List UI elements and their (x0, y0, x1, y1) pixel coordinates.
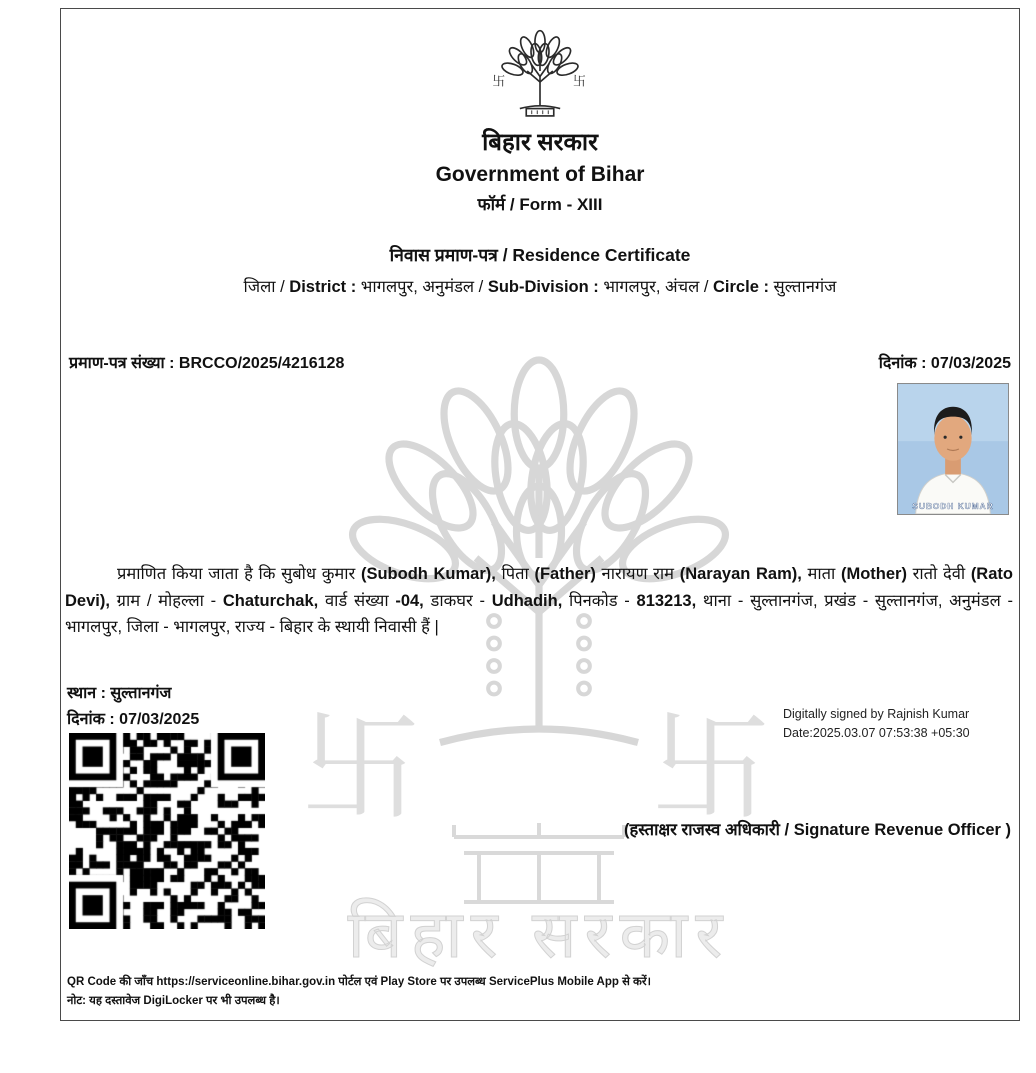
watermark-text: बिहार सरकार (347, 897, 731, 971)
org-name-hindi: बिहार सरकार (482, 129, 598, 156)
body-seg: थाना - सुल्तानगंज, प्रखंड - सुल्तानगंज, अनुमंडल - भागलपुर, जिला - भागलपुर, राज्य - बिहार के स्थायी निवासी हैं | (65, 591, 1013, 637)
district-seg: Sub-Division : (487, 278, 604, 296)
body-seg: वार्ड संख्या (318, 591, 396, 610)
body-seg: (Rato Devi), (65, 565, 1013, 610)
body-seg: डाकघर - (423, 591, 492, 610)
body-seg: पिनकोड - (562, 591, 637, 610)
body-seg: Chaturchak, (222, 591, 319, 610)
certificate-number-label: प्रमाण-पत्र संख्या : (69, 355, 179, 372)
district-seg: जिला / (243, 278, 290, 296)
certificate-number-value: BRCCO/2025/4216128 (178, 355, 345, 372)
body-seg: प्रमाणित किया जाता है कि सुबोध कुमार (117, 565, 361, 583)
body-seg: (Father) (534, 565, 596, 583)
emblem-swastika-right-icon: 卐 (573, 73, 586, 89)
org-name-english: Government of Bihar (435, 163, 645, 186)
emblem-swastika-left-icon: 卐 (492, 73, 506, 89)
body-seg: Udhadih, (491, 591, 563, 610)
bihar-emblem-icon (485, 25, 595, 117)
body-seg: (Narayan Ram), (679, 565, 802, 583)
footer-qr-note: QR Code की जाँच https://serviceonline.bihar.gov.in पोर्टल एवं Play Store पर उपलब्ध ServicePlus Mobile App से करें। (67, 976, 651, 989)
footer-digilocker-note: नोट: यह दस्तावेज DigiLocker पर भी उपलब्ध है। (67, 994, 280, 1007)
body-seg: ग्राम / मोहल्ला - (109, 591, 223, 610)
applicant-photo-image (898, 384, 1008, 514)
district-seg: District : (289, 278, 361, 296)
issue-date-value: 07/03/2025 (930, 355, 1011, 372)
qr-code-block (69, 733, 265, 929)
digital-signature-line2: Date:2025.03.07 07:53:38 +05:30 (783, 726, 970, 741)
watermark-tree-icon (345, 360, 733, 743)
body-seg: पिता (495, 565, 535, 583)
certificate-number (69, 351, 344, 373)
photo-caption: SUBODH KUMAR (912, 500, 994, 511)
certificate-body (65, 561, 1013, 641)
applicant-photo (897, 383, 1009, 515)
certificate-page (60, 8, 1020, 1021)
meta-row (69, 351, 1011, 373)
date-line: दिनांक : 07/03/2025 (67, 711, 200, 728)
footer-notes (67, 973, 1013, 1010)
district-seg: सुल्तानगंज (773, 278, 837, 296)
watermark-swastika-right-icon: 卐 (651, 701, 771, 835)
district-seg: Circle : (713, 278, 774, 296)
qr-code (69, 733, 265, 929)
digital-signature-note (783, 705, 970, 744)
digital-signature-line1: Digitally signed by Rajnish Kumar (783, 707, 970, 721)
watermark-monument-icon (454, 823, 624, 902)
signature-officer-line: (हस्ताक्षर राजस्व अधिकारी / Signature Revenue Officer ) (623, 821, 1011, 839)
certificate-title: निवास प्रमाण-पत्र / Residence Certificate (389, 245, 691, 265)
place-line: स्थान : सुल्तानगंज (67, 685, 172, 702)
body-seg: (Mother) (840, 565, 907, 583)
certificate-header (61, 25, 1019, 297)
body-seg: रातो देवी (906, 565, 971, 583)
body-seg: माता (801, 565, 841, 583)
body-seg: (Subodh Kumar), (360, 565, 496, 583)
district-seg: भागलपुर, अंचल / (603, 278, 714, 296)
form-number: फॉर्म / Form - XIII (477, 195, 603, 214)
issue-date (879, 351, 1011, 373)
body-seg: नारायण राम (595, 565, 680, 583)
district-line (61, 274, 1019, 297)
watermark-swastika-left-icon: 卐 (301, 701, 421, 835)
district-seg: भागलपुर, अनुमंडल / (360, 278, 488, 296)
body-seg: -04, (395, 591, 424, 610)
issue-date-label: दिनांक : (878, 355, 931, 372)
body-seg: 813213, (636, 591, 697, 610)
